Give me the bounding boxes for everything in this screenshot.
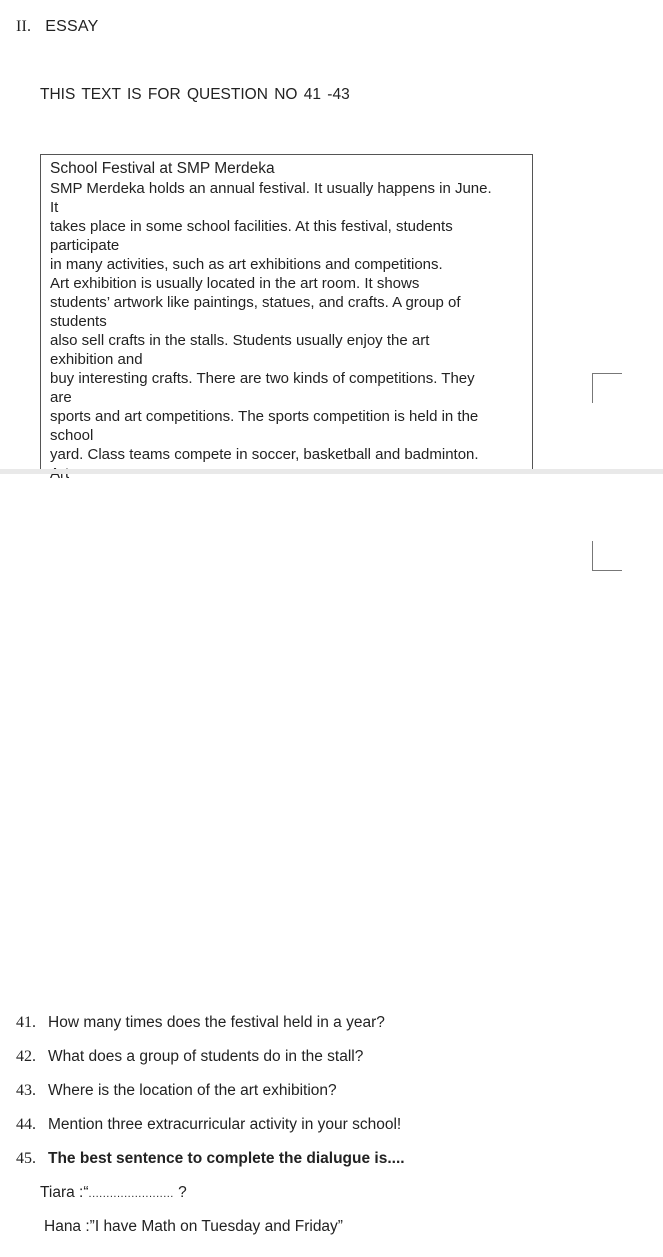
question-text: What does a group of students do in the stall?	[48, 1048, 364, 1065]
reading-intro: THIS TEXT IS FOR QUESTION NO 41 -43	[40, 86, 350, 103]
reading-line: SMP Merdeka holds an annual festival. It usually happens in June.	[50, 180, 492, 197]
reading-line: sports and art competitions. The sports competition is held in the	[50, 408, 479, 425]
question-text: How many times does the festival held in a year?	[48, 1014, 385, 1031]
question-text: Where is the location of the art exhibition?	[48, 1082, 337, 1099]
dialogue-hana: Hana :”I have Math on Tuesday and Friday”	[44, 1218, 343, 1235]
question-list	[16, 1014, 656, 1184]
reading-text-box	[40, 154, 533, 470]
page-break-divider	[0, 469, 663, 474]
question-44	[16, 1116, 656, 1150]
reading-title: School Festival at SMP Merdeka	[50, 160, 275, 177]
reading-line: Art exhibition is usually located in the art room. It shows	[50, 275, 420, 292]
question-45	[16, 1150, 656, 1184]
question-number: 41.	[16, 1014, 36, 1031]
section-heading	[16, 18, 98, 36]
dialogue-speaker: Tiara :“	[40, 1184, 89, 1201]
section-number: II.	[16, 18, 32, 35]
question-number: 42.	[16, 1048, 36, 1065]
question-number: 45.	[16, 1150, 36, 1167]
reading-line: yard. Class teams compete in soccer, basketball and badminton.	[50, 446, 479, 463]
question-text: The best sentence to complete the dialugue is....	[48, 1150, 405, 1167]
reading-line: in many activities, such as art exhibitions and competitions.	[50, 256, 443, 273]
question-number: 43.	[16, 1082, 36, 1099]
question-number: 44.	[16, 1116, 36, 1133]
reading-line: buy interesting crafts. There are two kinds of competitions. They	[50, 370, 475, 387]
reading-line: students	[50, 313, 107, 330]
section-title: ESSAY	[45, 18, 99, 35]
reading-line: students’ artwork like paintings, statues, and crafts. A group of	[50, 294, 461, 311]
question-41	[16, 1014, 656, 1048]
reading-line: participate	[50, 237, 120, 254]
reading-body	[50, 179, 530, 483]
question-text: Mention three extracurricular activity in your school!	[48, 1116, 402, 1133]
answer-blank: ........................	[88, 1188, 174, 1200]
dialogue-tiara	[40, 1184, 187, 1202]
question-42	[16, 1048, 656, 1082]
reading-line: exhibition and	[50, 351, 143, 368]
question-43	[16, 1082, 656, 1116]
reading-line: also sell crafts in the stalls. Students usually enjoy the art	[50, 332, 430, 349]
reading-line: takes place in some school facilities. At this festival, students	[50, 218, 453, 235]
dialogue-end: ?	[173, 1184, 187, 1201]
crop-mark-bottom	[592, 541, 622, 571]
reading-line: school	[50, 427, 94, 444]
crop-mark-top	[592, 373, 622, 403]
reading-line: It	[50, 199, 59, 216]
reading-line: are	[50, 389, 72, 406]
